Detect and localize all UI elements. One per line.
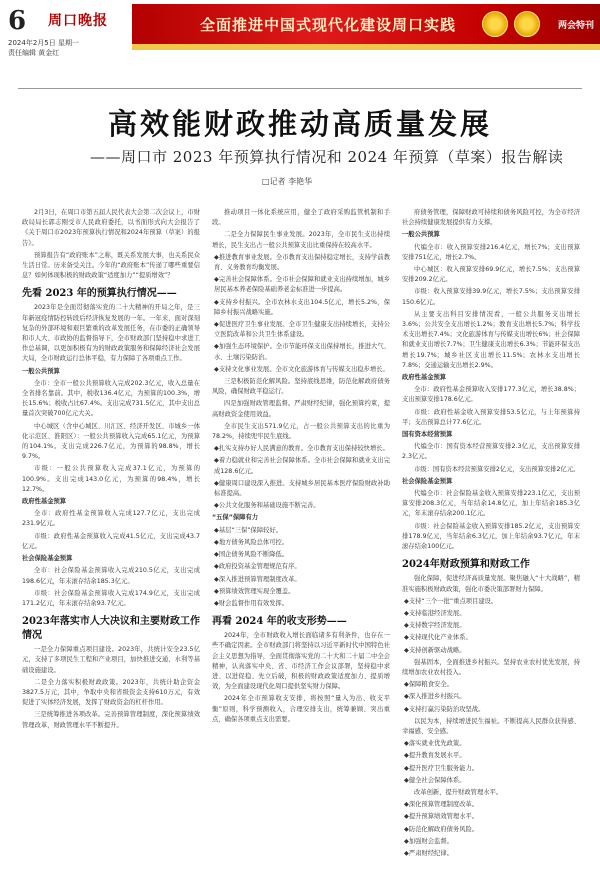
- paragraph: 强化保障，促进经济高质量发展。聚焦融入“十大战略”，精准实施积极财政政策，强化市委决策部署财力保障。: [402, 575, 580, 593]
- paragraph: 全市：社会保险基金预算收入完成210.5亿元，支出完成198.6亿元，年末滚存结余185.3亿元。: [22, 567, 200, 585]
- bullet-paragraph: ◆公共文化服务和基础设施不断完善。: [214, 502, 320, 510]
- bullet-paragraph: ◆提升预算绩效管理水平。: [404, 813, 479, 821]
- paragraph: 预算报告有“政府账本”之称，既关系发展大事，也关系民众生活日常。历来备受关注。今年的“政府账本”传递了哪些重要信息？如何体现积极的财政政策“适度加力”“提质增效”？: [22, 251, 200, 280]
- bullet-paragraph: ◆支持数字经济发展。: [404, 622, 466, 630]
- paragraph: 市级：收入预算安排39.9亿元，增长7.5%；支出预算安排150.6亿元。: [402, 288, 580, 306]
- subsection-heading: “五保”保障有力: [212, 514, 259, 522]
- bullet-paragraph: ◆落实就业优先政策。: [404, 740, 466, 748]
- paragraph: 改革创新，提升财政管理水平。: [414, 788, 503, 796]
- bullet-paragraph: ◆支持创新驱动战略。: [404, 646, 466, 654]
- paragraph: 中心城区：收入预算安排69.9亿元，增长7.5%；支出预算安排209.2亿元。: [402, 266, 580, 284]
- paragraph: 代编全市：国有资本经营预算安排2.3亿元，支出预算安排2.3亿元。: [402, 443, 580, 461]
- paragraph: 中心城区（含中心城区、川汇区、经济开发区、市城乡一体化示范区、淮阳区）：一般公共预算收入完成65.1亿元，为预算的104.1%。支出完成226.7亿元，为预算的98.8%，增长9.7%。: [22, 422, 200, 461]
- bullet-paragraph: ◆推进教育事业发展。全市教育支出保持稳定增长，支持学前教育、义务教育均衡发展。: [214, 253, 390, 272]
- masthead: [0, 0, 600, 62]
- bullet-paragraph: ◆支持临港经济发展。: [404, 609, 466, 617]
- subsection-heading: 政府性基金预算: [22, 498, 67, 506]
- bullet-paragraph: ◆支持乡村振兴。全市农林水支出104.5亿元，增长5.2%，保障乡村振兴战略实施。: [214, 298, 390, 316]
- subsection-heading: 一般公共预算: [402, 231, 440, 239]
- bullet-paragraph: ◆支持“三个一批”重点项目建设。: [404, 597, 498, 605]
- paragraph: 四是加强财政管理监督。严肃财经纪律，强化预算约束，提高财政资金使用效益。: [212, 400, 390, 418]
- paragraph: 市级：政府性基金收入预算安排53.5亿元，与上年预算持平；支出预算总计77.6亿元。: [402, 408, 580, 426]
- bullet-paragraph: ◆着力稳就业和完善社会保障体系。全市社会保障和就业支出完成128.6亿元。: [214, 457, 390, 475]
- bullet-paragraph: ◆严肃财经纪律。: [404, 849, 453, 857]
- article-column-3: [402, 208, 580, 888]
- bullet-paragraph: ◆提升医疗卫生服务能力。: [404, 764, 479, 772]
- article-column-1: [22, 208, 200, 888]
- banner-title: 全面推进中国式现代化建设周口实践: [200, 16, 457, 34]
- paragraph: 从主要支出科目安排情况看，一般公共服务支出增长3.6%；公共安全支出增长1.2%；教育支出增长5.7%；科学技术支出增长7.4%；文化旅游体育与传媒支出增长6%；社会保障和就业支出增长7.7%；卫生健康支出增长6.3%；节能环保支出增长19.7%；城乡社区支出增长11.5%；农林水支出增长7.8%；交通运输支出增长2.9%。: [402, 310, 580, 369]
- paragraph: 代编全市：社会保险基金收入预算安排223.1亿元，支出预算安排208.3亿元，当年结余14.8亿元，加上年结余185.3亿元，年末滚存结余200.1亿元。: [402, 490, 580, 518]
- paragraph: 2024年全市预算收支安排，将按照“量入为出、收支平衡”原则，科学预测收入，合理安排支出，统筹兼顾、突出重点，确保各项重点支出需要。: [212, 695, 390, 723]
- paragraph: 一是全力保障重点项目建设。2023年，共统计安全23.5亿元，支持了多项民生工程和产业项目，加快推进交通、水利等基础设施建设。: [22, 646, 200, 674]
- divider: [18, 88, 582, 89]
- article-subtitle: ——周口市 2023 年预算执行情况和 2024 年预算（草案）报告解读: [90, 148, 564, 166]
- bullet-paragraph: ◆地方债务风险总体可控。: [214, 538, 289, 546]
- bullet-paragraph: ◆加强生态环境保护。全市节能环保支出保持增长，推进大气、水、土壤污染防治。: [214, 343, 390, 361]
- bullet-paragraph: ◆深入推进预算管理制度改革。: [214, 575, 301, 583]
- paragraph: 市级：国有资本经营预算安排2亿元，支出预算安排2亿元。: [414, 465, 580, 473]
- section-heading: 再看 2024 年的收支形势——: [212, 616, 347, 628]
- banner-stripe: [132, 44, 600, 50]
- subsection-heading: 国有资本经营预算: [402, 431, 453, 439]
- subsection-heading: 政府性基金预算: [402, 374, 447, 382]
- paragraph: 全市：全市一般公共预算收入完成202.3亿元，收入总量在全省排名靠前。其中，税收136.4亿元，为预算的100.3%，增长15.6%；税收占比67.4%。支出完成731.5亿元，其中支出总量首次突破700亿元大关。: [22, 379, 200, 418]
- bullet-paragraph: ◆深化预算管理制度改革。: [404, 801, 479, 809]
- bullet-paragraph: ◆深入推进乡村振兴。: [404, 693, 466, 701]
- article-byline: □记者 李艳华: [262, 177, 313, 186]
- article-column-2: [212, 208, 390, 888]
- newspaper-logo: 周口晚报: [48, 13, 108, 29]
- bullet-paragraph: ◆支持现代化产业体系。: [404, 634, 472, 642]
- bullet-paragraph: ◆保障粮食安全。: [404, 681, 453, 689]
- subsection-heading: 一般公共预算: [22, 367, 60, 375]
- bullet-paragraph: ◆加强财会监督。: [404, 837, 453, 845]
- bullet-paragraph: ◆健康周口建设深入推进。支持城乡居民基本医疗保险财政补助标准提高。: [214, 479, 390, 498]
- paragraph: 二是全力落实积极财政政策。2023年，共统计助企资金3827.5万元，其中，争取中央和省级资金支持610万元，有效促进了实体经济发展，发挥了财政资金的杠杆作用。: [22, 678, 200, 707]
- bullet-paragraph: ◆支持打赢污染防治攻坚战。: [404, 705, 485, 713]
- bullet-paragraph: ◆防范化解政府债务风险。: [404, 825, 479, 833]
- paragraph: 强基固本，全面推进乡村振兴。坚持农业农村优先发展，持续增加农业农村投入。: [402, 658, 580, 676]
- paragraph: 三是统筹推进各项改革。完善预算管理制度，深化预算绩效管理改革，财政管理水平不断提升。: [22, 711, 200, 729]
- section-heading: 2024年财政预算和财政工作: [402, 559, 530, 571]
- paragraph: 府债务管理，保障财政可持续和债务风险可控，为全市经济社会持续健康发展提供有力支撑。: [402, 209, 580, 227]
- paragraph: 2023年是全面贯彻落实党的二十大精神的开局之年，是三年新冠疫情防控转段后经济恢复发展的一年。一年来，面对深刻复杂的外部环境和艰巨繁重的改革发展任务，在市委的正确领导和市人大、市政协的监督指导下，全市财政部门坚持稳中求进工作总基调，以更加积极有为的财政政策服务和保障经济社会发展大局，全市财政运行总体平稳，有力保障了各项重点工作。: [22, 304, 200, 363]
- bullet-paragraph: ◆财会监督作用有效发挥。: [214, 599, 289, 607]
- bullet-paragraph: ◆促进医疗卫生事业发展。全市卫生健康支出持续增长，支持公立医院改革和公共卫生体系建设。: [214, 321, 390, 339]
- bullet-paragraph: ◆扎实支持办好人民满意的教育。全市教育支出保持较快增长。: [214, 445, 389, 453]
- paragraph: 全市民生支出571.9亿元，占一般公共预算支出的比重为78.2%，持续兜牢民生底线。: [212, 422, 390, 441]
- paragraph: 市级：一般公共预算收入完成37.1亿元，为预算的100.9%。支出完成143.0亿元，为预算的98.4%，增长12.7%。: [22, 465, 200, 493]
- bullet-paragraph: ◆政府投资基金管理规范有序。: [214, 563, 301, 571]
- editor-credit: 责任编辑 黄金红: [8, 49, 60, 57]
- bullet-paragraph: ◆支持文化事业发展。全市文化旅游体育与传媒支出稳步增长。: [214, 365, 389, 373]
- bullet-paragraph: ◆基层“三保”保障较好。: [214, 526, 283, 534]
- bullet-paragraph: ◆健全社会保障体系。: [404, 776, 466, 784]
- paragraph: 代编全市：收入预算安排216.4亿元，增长7%；支出预算安排751亿元，增长2.7%。: [402, 243, 580, 261]
- page-number: 6: [8, 6, 27, 36]
- subsection-heading: 社会保险基金预算: [402, 477, 453, 485]
- article-headline: 高效能财政推动高质量发展: [107, 107, 492, 141]
- paragraph: 市级：政府性基金预算收入完成41.5亿元，支出完成43.7亿元。: [22, 532, 200, 550]
- national-emblem-icon: [482, 11, 508, 37]
- bullet-paragraph: ◆完善社会保障体系。全市社会保障和就业支出持续增加，城乡居民基本养老保险基础养老金标准进一步提高。: [214, 276, 390, 294]
- special-edition-banner: [132, 4, 600, 44]
- paragraph: 三是积极防范化解风险。坚持底线思维，防范化解政府债务风险，确保财政平稳运行。: [212, 378, 390, 396]
- paragraph: 全市：政府性基金预算收入完成127.7亿元，支出完成231.9亿元。: [22, 510, 200, 528]
- bullet-paragraph: ◆预算绩效管理实现全覆盖。: [214, 587, 295, 595]
- subsection-heading: 社会保险基金预算: [22, 555, 73, 563]
- bullet-paragraph: ◆国企债务风险不断降低。: [214, 551, 289, 559]
- paragraph: 以民为本，持续增进民生福祉。不断提高人民群众获得感、幸福感、安全感。: [402, 717, 580, 735]
- paragraph: 推动项目一体化系统应用，健全了政府采购监管机制和手段。: [212, 209, 390, 227]
- party-emblem-icon: [514, 11, 540, 37]
- paragraph: 市级：社会保险基金预算收入完成174.9亿元，支出完成171.2亿元，年末滚存结余93.7亿元。: [22, 589, 200, 607]
- paragraph: 全市：政府性基金预算收入安排177.3亿元，增长38.8%；支出预算安排178.6亿元。: [402, 386, 580, 404]
- paragraph: 市级：社会保险基金收入预算安排185.2亿元，支出预算安排178.9亿元，当年结余6.3亿元，加上年结余93.7亿元，年末滚存结余100亿元。: [402, 522, 580, 551]
- issue-date: 2024年2月5日 星期一: [8, 39, 79, 47]
- paragraph: 2月3日，在周口市第五届人民代表大会第二次会议上，市财政局局长郭志刚受市人民政府委托，以书面形式向大会报告了《关于周口市2023年预算执行情况和2024年预算（草案）的报告》。: [22, 209, 200, 247]
- banner-tag: 两会特刊: [557, 21, 594, 31]
- paragraph: 二是全力保障民生事业发展。2023年，全市民生支出持续增长，民生支出占一般公共预算支出比重保持在较高水平。: [212, 231, 390, 249]
- bullet-paragraph: ◆提升教育发展水平。: [404, 752, 466, 760]
- section-heading: 先看 2023 年的预算执行情况——: [22, 288, 177, 300]
- section-heading: 2023年落实市人大决议和主要财政工作情况: [22, 616, 200, 642]
- paragraph: 2024年，全市财政收入增长面临诸多有利条件，也存在一些不确定因素。全市财政部门将坚持以习近平新时代中国特色社会主义思想为指导，全面贯彻落实党的二十大和二十届二中全会精神，认真落实中央、省、市经济工作会议部署，坚持稳中求进、以进促稳、先立后破，积极的财政政策适度加力、提质增效，为全面建设现代化周口提供坚实财力保障。: [212, 632, 390, 691]
